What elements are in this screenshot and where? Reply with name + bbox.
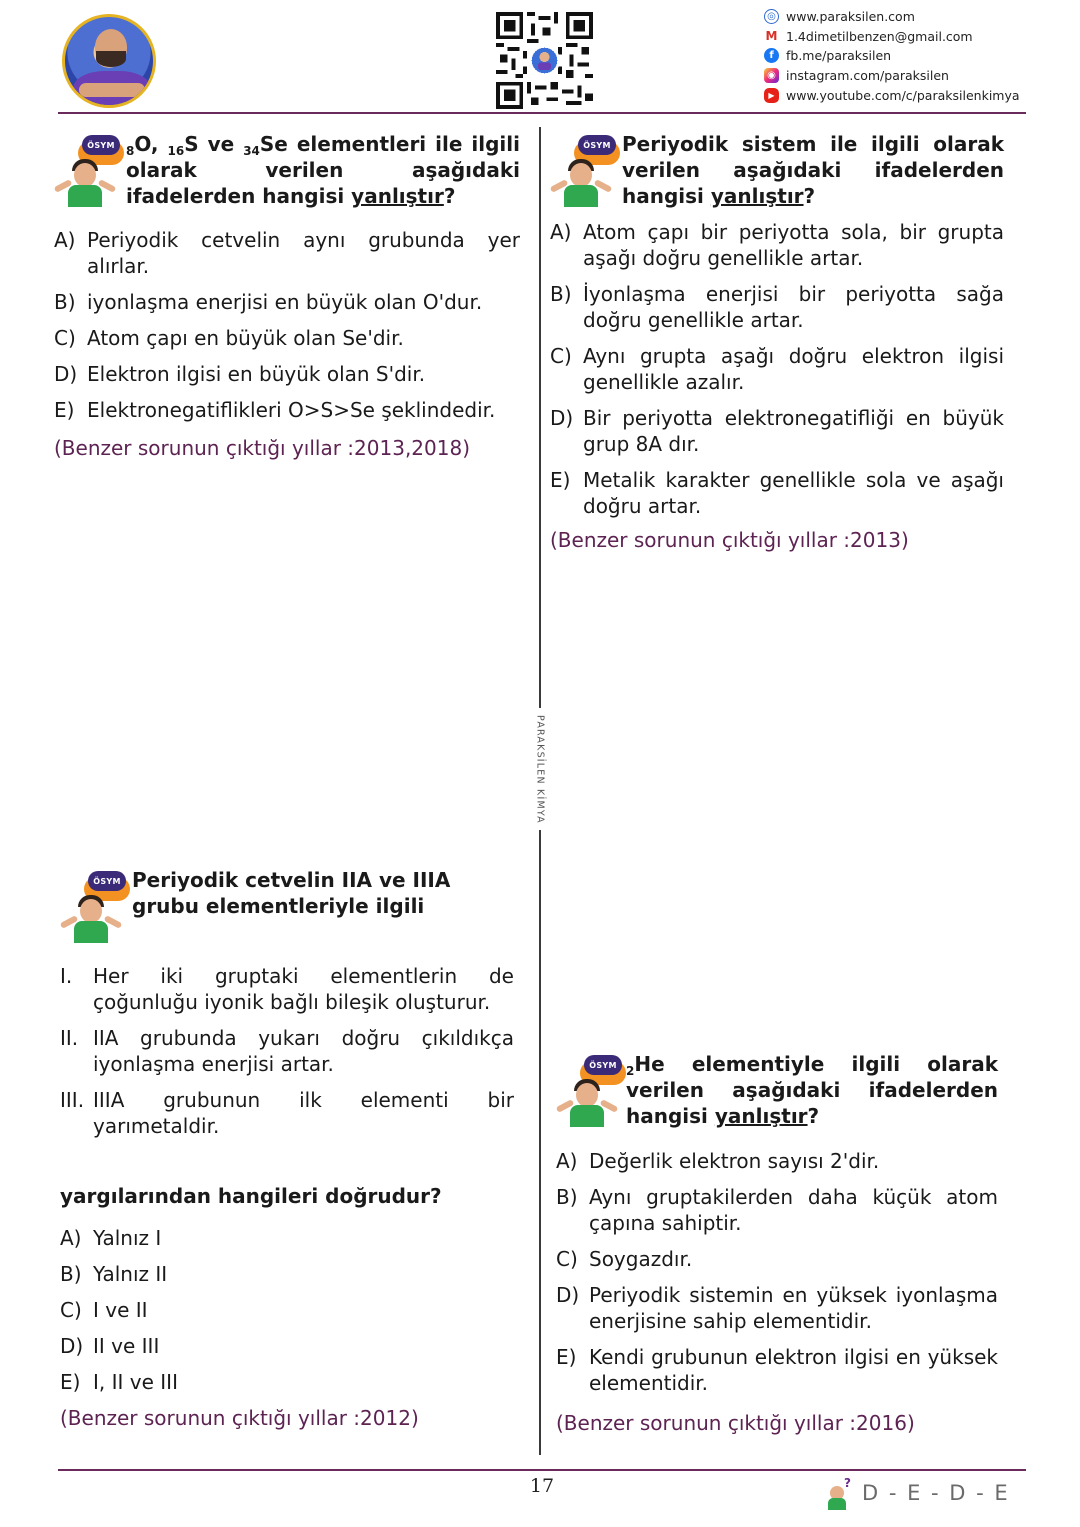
option-d[interactable]: D) Bir periyotta elektronegatifliği en büyük grup 8A dır. xyxy=(550,406,1004,456)
facebook-link[interactable]: f fb.me/paraksilen xyxy=(764,46,1064,66)
website-link[interactable]: ◎ www.paraksilen.com xyxy=(764,7,1064,27)
option-d[interactable]: D) Elektron ilgisi en büyük olan S'dir. xyxy=(54,362,426,386)
gmail-icon: M xyxy=(765,29,778,44)
option-c[interactable]: C) Atom çapı en büyük olan Se'dir. xyxy=(54,326,404,350)
option-e[interactable]: E) Metalik karakter genellikle sola ve aşağı doğru artar. xyxy=(550,468,1004,518)
option-d[interactable]: D) Periyodik sistemin en yüksek iyonlaşma enerjisine sahip elementidir. xyxy=(556,1283,998,1333)
instagram-link[interactable]: ◉ instagram.com/paraksilen xyxy=(764,66,1064,86)
option-c[interactable]: C) Soygazdır. xyxy=(556,1247,693,1271)
question-1-title: $_8$O, $_{16}$S ve $_{34}$Se elementleri ile ilgili olarak verilen aşağıdaki ifadelerden hangisi yanlıştır? xyxy=(126,132,520,208)
question-1-options xyxy=(54,227,520,423)
question-1 xyxy=(54,131,520,461)
mascot-icon: ÖSYM xyxy=(550,131,622,209)
instagram-icon: ◉ xyxy=(764,68,779,83)
statement-3: III. IIIA grubunun ilk elementi bir yarımetaldir. xyxy=(60,1088,514,1138)
question-2-options xyxy=(550,219,1004,519)
option-b[interactable]: B) iyonlaşma enerjisi en büyük olan O'dur. xyxy=(54,290,483,314)
question-3-prompt: yargılarından hangileri doğrudur? xyxy=(60,1184,442,1208)
option-a[interactable]: A) Değerlik elektron sayısı 2'dir. xyxy=(556,1149,880,1173)
option-e[interactable]: E) I, II ve III xyxy=(60,1370,178,1394)
question-3-title: Periyodik cetvelin IIA ve IIIA grubu elementleriyle ilgili xyxy=(132,868,451,918)
page-number: 17 xyxy=(529,1475,555,1497)
youtube-link[interactable]: ▶ www.youtube.com/c/paraksilenkimya xyxy=(764,85,1064,105)
mascot-icon: ÖSYM xyxy=(54,131,126,209)
question-3-statements xyxy=(60,963,514,1139)
question-1-years: (Benzer sorunun çıktığı yıllar :2013,2018) xyxy=(54,436,471,460)
youtube-icon: ▶ xyxy=(764,88,779,103)
question-2-years: (Benzer sorunun çıktığı yıllar :2013) xyxy=(550,528,909,552)
question-4 xyxy=(556,1051,998,1436)
option-b[interactable]: B) Aynı gruptakilerden daha küçük atom çapına sahiptir. xyxy=(556,1185,998,1235)
question-4-options xyxy=(556,1148,998,1396)
answer-sequence: D - E - D - E xyxy=(862,1481,1010,1505)
question-2-title: Periyodik sistem ile ilgili olarak verilen aşağıdaki ifadelerden hangisi yanlıştır? xyxy=(622,132,1004,208)
facebook-icon: f xyxy=(764,48,779,63)
mascot-icon: ÖSYM xyxy=(60,867,132,945)
option-a[interactable]: A) Atom çapı bir periyotta sola, bir grupta aşağı doğru genellikle artar. xyxy=(550,220,1004,270)
question-4-title: $_2$He elementiyle ilgili olarak verilen aşağıdaki ifadelerden hangisi yanlıştır? xyxy=(626,1052,998,1128)
author-avatar xyxy=(62,14,156,108)
option-e[interactable]: E) Elektronegatiflikleri O>S>Se şeklindedir. xyxy=(54,398,496,422)
question-3-years: (Benzer sorunun çıktığı yıllar :2012) xyxy=(60,1406,419,1430)
header-divider xyxy=(58,112,1026,114)
statement-1: I. Her iki gruptaki elementlerin de çoğunluğu iyonik bağlı bileşik oluşturur. xyxy=(60,964,514,1014)
statement-2: II. IIA grubunda yukarı doğru çıkıldıkça iyonlaşma enerjisi artar. xyxy=(60,1026,514,1076)
question-3 xyxy=(60,867,514,1431)
mascot-icon: ÖSYM xyxy=(556,1051,628,1129)
option-a[interactable]: A) Periyodik cetvelin aynı grubunda yer alırlar. xyxy=(54,228,520,278)
footer-divider xyxy=(58,1469,1026,1471)
side-brand-label: PARAKSİLEN KİMYA xyxy=(532,708,548,830)
globe-icon: ◎ xyxy=(764,9,779,24)
contact-links xyxy=(764,7,1064,105)
question-4-years: (Benzer sorunun çıktığı yıllar :2016) xyxy=(556,1411,915,1435)
question-2 xyxy=(550,131,1004,553)
option-d[interactable]: D) II ve III xyxy=(60,1334,160,1358)
option-b[interactable]: B) Yalnız II xyxy=(60,1262,168,1286)
email-link[interactable]: M 1.4dimetilbenzen@gmail.com xyxy=(765,28,973,44)
mascot-thinking-icon: ? xyxy=(826,1476,856,1510)
option-a[interactable]: A) Yalnız I xyxy=(60,1226,162,1250)
question-3-options xyxy=(60,1225,514,1395)
option-b[interactable]: B) İyonlaşma enerjisi bir periyotta sağa doğru genellikle artar. xyxy=(550,282,1004,332)
qr-code xyxy=(496,12,593,109)
option-c[interactable]: C) Aynı grupta aşağı doğru elektron ilgisi genellikle azalır. xyxy=(550,344,1004,394)
option-e[interactable]: E) Kendi grubunun elektron ilgisi en yüksek elementidir. xyxy=(556,1345,998,1395)
option-c[interactable]: C) I ve II xyxy=(60,1298,148,1322)
answer-key xyxy=(826,1476,1010,1510)
